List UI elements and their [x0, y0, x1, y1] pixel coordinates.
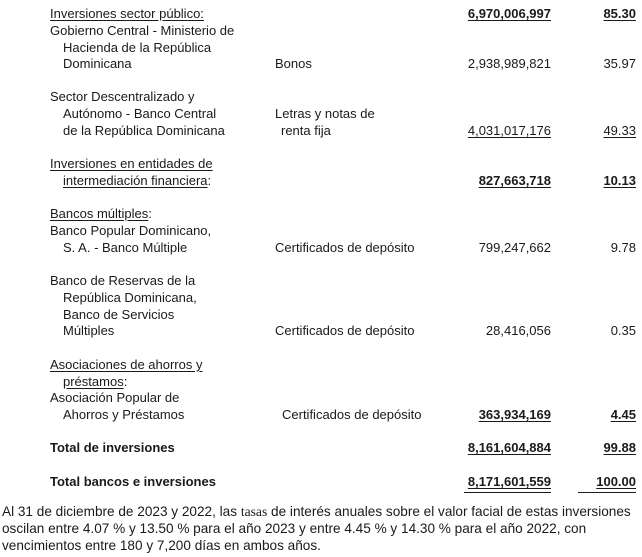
issuer-line: Asociación Popular de: [50, 390, 180, 405]
instrument: Certificados de depósito: [275, 240, 415, 255]
amount: 28,416,056: [485, 323, 551, 338]
instrument: Certificados de depósito: [275, 323, 415, 338]
public-sector-total-amount: 6,970,006,997: [467, 6, 551, 21]
total-banks-investments-label: Total bancos e inversiones: [50, 474, 216, 489]
savings-associations-heading: Asociaciones de ahorros y: [50, 357, 203, 372]
heading-text: préstamos: [63, 374, 124, 389]
issuer-line: Autónomo - Banco Central: [63, 106, 217, 121]
heading-colon: :: [123, 374, 128, 389]
issuer-line: Múltiples: [63, 323, 115, 338]
amount: 799,247,662: [478, 240, 551, 255]
total-banks-investments-amount: 8,171,601,559: [467, 474, 551, 489]
double-underline-amount: [464, 492, 551, 493]
total-banks-investments-pct: 100.00: [596, 474, 636, 489]
percentage: 4.45: [610, 407, 636, 422]
instrument: Certificados de depósito: [282, 407, 422, 422]
percentage: 35.97: [603, 56, 636, 71]
issuer-line: República Dominicana,: [63, 290, 197, 305]
total-investments-amount: 8,161,604,884: [467, 440, 551, 455]
financial-entities-total-amount: 827,663,718: [478, 173, 551, 188]
issuer-line: Ahorros y Préstamos: [63, 407, 185, 422]
heading-text: intermediación financiera: [63, 173, 208, 188]
heading-colon: :: [148, 206, 152, 221]
issuer-line: Dominicana: [63, 56, 132, 71]
double-underline-pct: [578, 492, 636, 493]
issuer-line: Gobierno Central - Ministerio de: [50, 23, 235, 38]
total-investments-pct: 99.88: [603, 440, 636, 455]
note-serif-word: tasas: [240, 504, 268, 519]
issuer-line: Banco de Reservas de la: [50, 273, 196, 288]
interest-rate-note: [2, 503, 640, 554]
instrument: Bonos: [275, 56, 312, 71]
heading-text: Bancos múltiples: [50, 206, 149, 221]
multiple-banks-heading: [50, 205, 152, 222]
amount: 363,934,169: [478, 407, 551, 422]
public-sector-total-pct: 85.30: [603, 6, 636, 21]
total-investments-label: Total de inversiones: [50, 440, 175, 455]
note-text: de interés anuales sobre el valor facial de estas inversiones oscilan entre 4.07 % y 13.50 % para el año 2023 y entre 4.45 % y 14.30 % para el año 2022, con vencimientos entre 180 y 7,200 días en ambos años.: [2, 504, 631, 553]
issuer-line: Sector Descentralizado y: [50, 89, 195, 104]
percentage: 49.33: [603, 123, 636, 138]
issuer-line: Banco Popular Dominicano,: [50, 223, 212, 238]
heading-colon: :: [207, 173, 212, 188]
amount: 2,938,989,821: [467, 56, 551, 71]
percentage: 0.35: [610, 323, 636, 338]
amount: 4,031,017,176: [467, 123, 551, 138]
issuer-line: Hacienda de la República: [63, 40, 212, 55]
percentage: 9.78: [610, 240, 636, 255]
financial-entities-total-pct: 10.13: [603, 173, 636, 188]
financial-entities-heading: Inversiones en entidades de: [50, 156, 213, 171]
instrument-line: Letras y notas de: [275, 106, 375, 121]
issuer-line: de la República Dominicana: [63, 123, 225, 138]
instrument-line: renta fija: [281, 123, 331, 138]
savings-associations-heading-line2: [63, 373, 127, 390]
issuer-line: S. A. - Banco Múltiple: [63, 240, 188, 255]
financial-entities-heading-line2: [63, 172, 211, 189]
public-sector-heading: Inversiones sector público:: [50, 6, 204, 21]
issuer-line: Banco de Servicios: [63, 307, 175, 322]
note-text: Al 31 de diciembre de 2023 y 2022, las: [2, 504, 241, 519]
